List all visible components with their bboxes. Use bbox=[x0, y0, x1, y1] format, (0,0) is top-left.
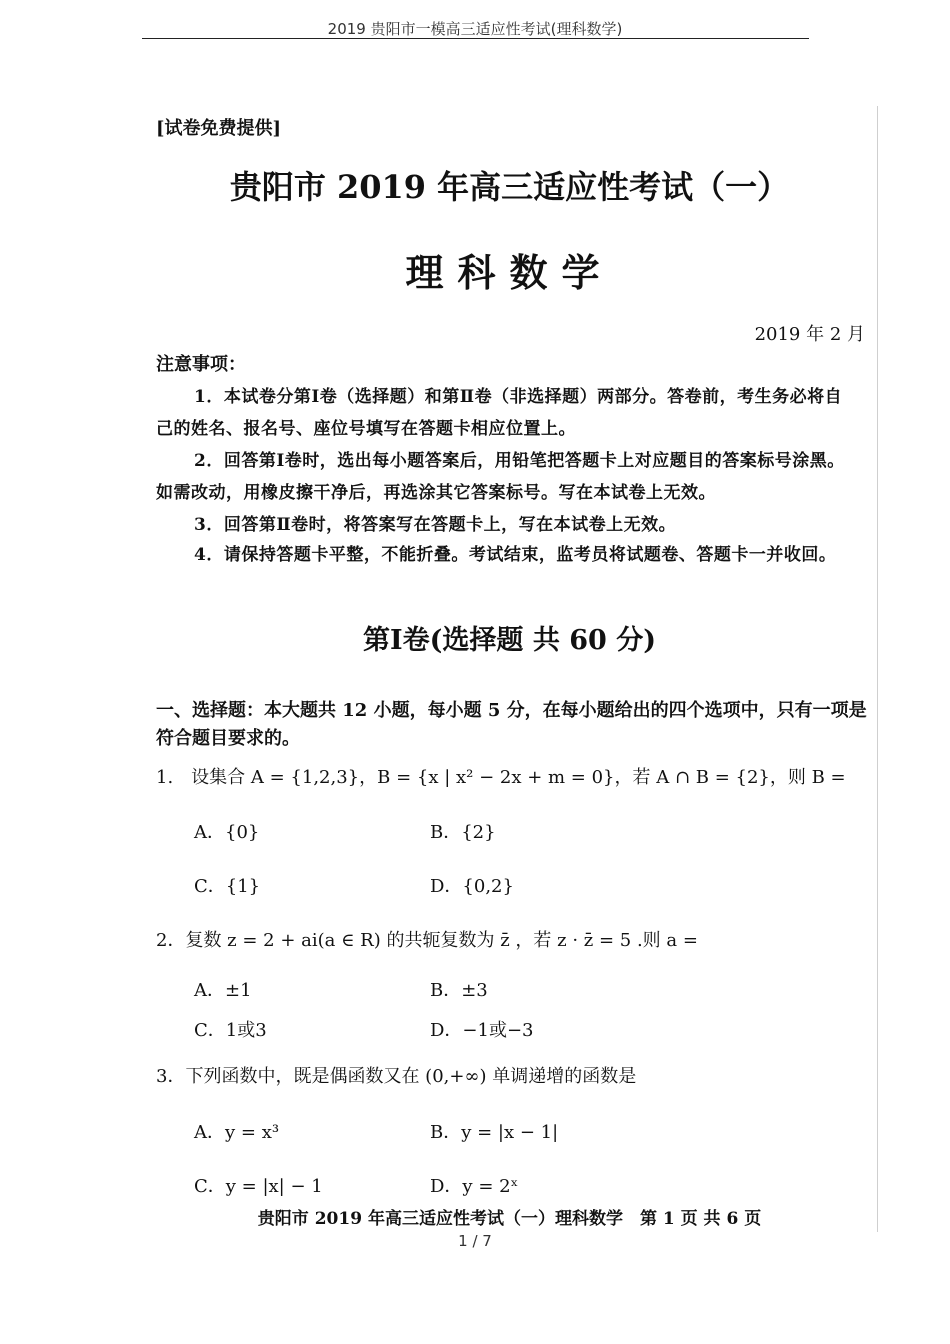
question-1-stem: 1. 设集合 A = {1,2,3}，B = {x | x² − 2x + m = 0}，若 A ∩ B = {2}，则 B = bbox=[156, 767, 846, 788]
q1-option-b: B．{2} bbox=[430, 822, 496, 843]
exam-title: 贵阳市 2019 年高三适应性考试（一） bbox=[229, 168, 790, 206]
notice-line: 如需改动，用橡皮擦干净后，再选涂其它答案标号。写在本试卷上无效。 bbox=[156, 483, 716, 503]
notice-line: 2．回答第Ⅰ卷时，选出每小题答案后，用铅笔把答题卡上对应题目的答案标号涂黑。 bbox=[194, 451, 845, 471]
free-provision-tag: [试卷免费提供] bbox=[156, 118, 282, 139]
q3-option-b: B．y = |x − 1| bbox=[430, 1122, 559, 1143]
q3-option-c: C．y = |x| − 1 bbox=[194, 1176, 323, 1197]
exam-subject: 理科数学 bbox=[405, 250, 614, 295]
q1-option-d: D．{0,2} bbox=[430, 876, 514, 897]
running-header: 2019 贵阳市一模高三适应性考试(理科数学) bbox=[327, 20, 623, 38]
header-rule bbox=[142, 38, 809, 39]
q1-option-c: C．{1} bbox=[194, 876, 261, 897]
section-title: 第Ⅰ卷(选择题 共 60 分) bbox=[363, 625, 656, 656]
question-3-stem: 3．下列函数中，既是偶函数又在 (0,+∞) 单调递增的函数是 bbox=[156, 1066, 637, 1087]
part-intro-line: 符合题目要求的。 bbox=[156, 728, 300, 749]
page-counter: 1 / 7 bbox=[458, 1232, 492, 1250]
q1-option-a: A．{0} bbox=[194, 822, 260, 843]
notice-line: 1．本试卷分第Ⅰ卷（选择题）和第Ⅱ卷（非选择题）两部分。答卷前，考生务必将自 bbox=[194, 387, 843, 407]
notice-line: 己的姓名、报名号、座位号填写在答题卡相应位置上。 bbox=[156, 419, 576, 439]
q2-option-b: B．±3 bbox=[430, 980, 488, 1001]
question-2-stem: 2．复数 z = 2 + ai(a ∈ R) 的共轭复数为 z̄ ，若 z · z̄ = 5 .则 a = bbox=[156, 930, 698, 951]
q3-option-d: D．y = 2ˣ bbox=[430, 1176, 519, 1197]
page-footer: 贵阳市 2019 年高三适应性考试（一）理科数学 第 1 页 共 6 页 bbox=[257, 1209, 762, 1229]
q2-option-a: A．±1 bbox=[194, 980, 252, 1001]
notice-heading: 注意事项： bbox=[156, 354, 246, 375]
notice-line: 4．请保持答题卡平整，不能折叠。考试结束，监考员将试题卷、答题卡一并收回。 bbox=[194, 545, 837, 565]
q2-option-d: D．−1或−3 bbox=[430, 1020, 534, 1041]
scanned-exam-page bbox=[142, 106, 878, 1232]
notice-line: 3．回答第Ⅱ卷时，将答案写在答题卡上，写在本试卷上无效。 bbox=[194, 515, 677, 535]
q2-option-c: C．1或3 bbox=[194, 1020, 267, 1041]
q3-option-a: A．y = x³ bbox=[194, 1122, 280, 1143]
part-intro-line: 一、选择题：本大题共 12 小题，每小题 5 分，在每小题给出的四个选项中，只有一项是 bbox=[156, 700, 867, 721]
exam-date: 2019 年 2 月 bbox=[754, 324, 865, 345]
